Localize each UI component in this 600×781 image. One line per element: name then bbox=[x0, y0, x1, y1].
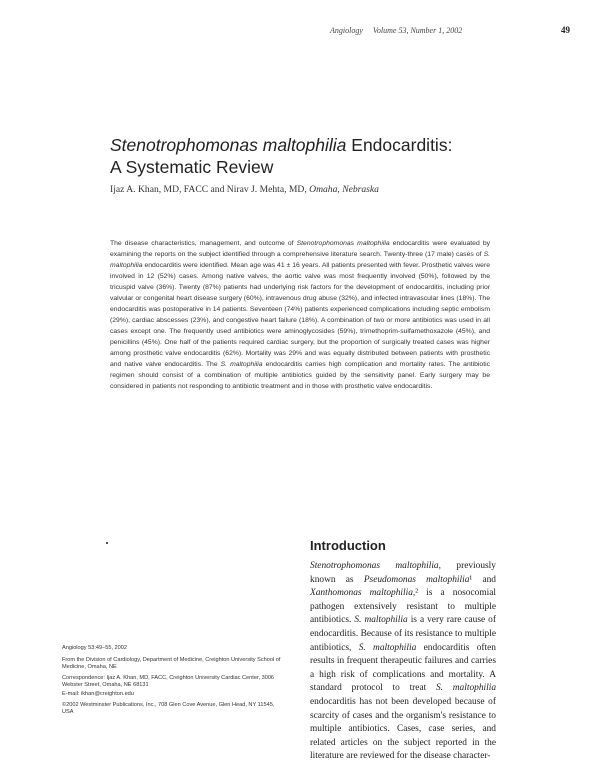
intro-organism: Xanthomonas maltophilia bbox=[310, 588, 413, 599]
title-organism: Stenotrophomonas maltophilia bbox=[110, 135, 347, 155]
intro-text: ,² is a nosocomial pathogen extensively resistant to multiple antibiotics. bbox=[310, 588, 497, 626]
volume-issue: Volume 53, Number 1, 2002 bbox=[372, 26, 463, 35]
intro-text: , previously known as bbox=[310, 561, 496, 585]
intro-organism: Stenotrophomonas maltophilia bbox=[310, 561, 439, 571]
article-footnote bbox=[62, 645, 286, 718]
author-names: Ijaz A. Khan, MD, FACC and Nirav J. Mehta, MD, bbox=[110, 184, 307, 195]
citation: Angiology 53:49–55, 2002 bbox=[62, 645, 128, 651]
title-line1-rest: Endocarditis: bbox=[346, 135, 453, 155]
abstract-organism: S. maltophilia bbox=[220, 361, 263, 368]
author-line bbox=[110, 184, 550, 195]
email: E-mail: ikhan@creighton.edu bbox=[62, 690, 134, 697]
introduction-body bbox=[310, 560, 496, 764]
intro-text: endocarditis often results in frequent therapeutic failures and carries a high risk of complications and mortality. A standard protocol to treat bbox=[310, 642, 496, 694]
abstract-organism: Stenotrophomonas maltophilia bbox=[296, 240, 390, 247]
abstract-text: The disease characteristics, management, and outcome of bbox=[110, 240, 297, 247]
decorative-dot bbox=[106, 542, 108, 544]
title-line2: A Systematic Review bbox=[110, 157, 274, 177]
running-header bbox=[330, 26, 570, 35]
affiliation: From the Division of Cardiology, Department of Medicine, Creighton University School of Medicine, Omaha, NE bbox=[62, 656, 281, 671]
abstract-text: endocarditis were identified. Mean age was 41 ± 16 years. All patients presented with fever. Prosthetic valves were involved in 12 (52%) cases. Among native valves, the aortic valve was most frequently involved (50%), followed by the tricuspid valve (36%). Twenty (87%) patients had underlying risk factors for the development of endocarditis, including prior valvular or congenital heart disease surgery (60%), intravenous drug abuse (32%), and infected intravascular lines (18%). The endocarditis was postoperative in 14 patients. Seventeen (74%) patients experienced complications including septic embolism (29%), cardiac abscesses (23%), and congestive heart failure (18%). A combination of two or more antibiotics was used in all cases except one. The frequently used antibiotics were aminoglycosides (59%), trimethoprim-sulfamethoxazole (45%), and penicillins (45%). One half of the patients required cardiac surgery, but the proportion of surgically treated cases was higher among prosthetic valve endocarditis (62%). Mortality was 29% and was equally distributed between patients with prosthetic and native valve endocarditis. The bbox=[110, 262, 490, 368]
intro-text: ¹ and bbox=[469, 574, 496, 585]
abstract-text: endocarditis carries high complication and mortality rates. The antibiotic regimen should consist of a combination of multiple antibiotics guided by the sensitivity panel. Early surgery may be considered in patients not responding to antibiotic treatment and in those with prosthetic valve endocarditis. bbox=[110, 361, 490, 390]
intro-organism: S. maltophilia bbox=[358, 642, 417, 653]
article-title bbox=[110, 134, 550, 178]
introduction-heading: Introduction bbox=[310, 538, 386, 553]
journal-name: Angiology bbox=[330, 26, 363, 35]
intro-organism: Pseudomonas maltophilia bbox=[363, 574, 470, 585]
correspondence: Correspondence: Ijaz A. Khan, MD, FACC, Creighton University Cardiac Center, 3006 Webster Street, Omaha, NE 68131 bbox=[62, 674, 275, 689]
abstract bbox=[110, 238, 490, 392]
abstract-organism: S. maltophilia bbox=[110, 251, 490, 269]
abstract-text: endocarditis were evaluated by examining the reports on the subject identified through a comprehensive literature search. Twenty-three (17 male) cases of bbox=[110, 240, 490, 258]
page-number: 49 bbox=[561, 25, 570, 35]
intro-organism: S. maltophilia bbox=[435, 683, 497, 694]
copyright: ©2002 Westminster Publications, Inc., 708 Glen Cove Avenue, Glen Head, NY 11545, USA bbox=[62, 701, 275, 716]
intro-organism: S. maltophilia bbox=[354, 615, 408, 626]
intro-text: endocarditis has not been developed because of scarcity of cases and the organism's resistance to multiple antibiotics. Cases, case series, and related articles on the subject reported in the literature are reviewed for the disease character- bbox=[310, 696, 496, 762]
intro-text: is a very rare cause of endocarditis. Because of its resistance to multiple antibiotics, bbox=[310, 615, 496, 653]
author-location: Omaha, Nebraska bbox=[309, 184, 379, 195]
